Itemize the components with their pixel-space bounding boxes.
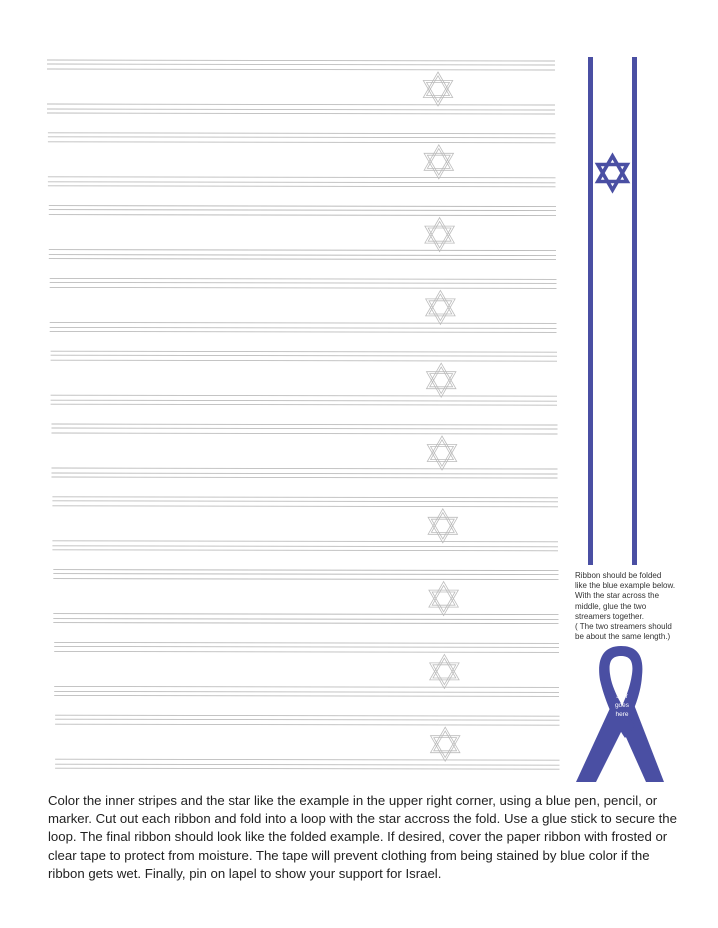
ribbon-bottom-border: [52, 477, 558, 478]
ribbon-top-border: [51, 355, 557, 356]
ribbon-bottom-border: [47, 113, 555, 114]
ribbon-top-border: [55, 719, 559, 720]
ribbon-strip: [48, 133, 556, 187]
ribbon-bottom-border: [49, 259, 556, 260]
note-line: streamers together.: [575, 611, 644, 621]
ribbon-bottom-border: [50, 327, 557, 328]
ribbon-bottom-border: [53, 614, 558, 615]
star-of-david-outline-icon: [427, 436, 456, 470]
ribbon-bottom-border: [51, 395, 557, 396]
ribbon-top-border: [51, 360, 557, 361]
ribbon-top-border: [52, 424, 558, 425]
ribbon-top-border: [48, 133, 556, 134]
ribbon-top-border: [53, 570, 558, 571]
ribbon-top-border: [48, 142, 556, 143]
ribbon-top-border: [52, 506, 558, 507]
star-of-david-outline-icon: [426, 290, 455, 324]
ribbon-top-border: [52, 433, 558, 434]
ribbon-top-border: [50, 278, 557, 279]
ribbon-bottom-border: [48, 182, 556, 183]
ribbon-top-border: [54, 642, 559, 643]
ribbon-top-border: [53, 574, 558, 575]
ribbon-bottom-border: [52, 468, 558, 469]
ribbon-bottom-border: [55, 759, 559, 760]
ribbon-strip: [53, 570, 558, 624]
star-label-line: here: [615, 711, 629, 718]
star-label-line: goes: [614, 702, 630, 709]
ribbon-top-border: [55, 724, 559, 725]
star-of-david-outline-icon: [424, 145, 453, 179]
fold-instructions-note: [575, 571, 715, 642]
ribbon-bottom-border: [51, 404, 557, 405]
note-line: Ribbon should be folded: [575, 571, 662, 580]
ribbon-top-border: [52, 497, 558, 498]
ribbon-bottom-border: [52, 546, 558, 547]
ribbon-top-border: [48, 137, 556, 138]
ribbon-bottom-border: [48, 186, 556, 187]
ribbon-top-border: [49, 206, 556, 207]
ribbon-bottom-border: [49, 250, 556, 251]
star-of-david-outline-icon: [423, 72, 452, 106]
ribbon-bottom-border: [50, 331, 557, 332]
ribbon-strip: [47, 60, 555, 114]
ribbon-strip: [50, 278, 557, 332]
ribbon-strip: [55, 715, 559, 769]
note-line: be about the same length.): [575, 632, 671, 642]
ribbon-top-border: [52, 428, 558, 429]
ribbon-top-border: [49, 215, 556, 216]
ribbon-bottom-border: [54, 695, 559, 696]
ribbon-bottom-border: [54, 686, 559, 687]
ribbon-bottom-border: [52, 473, 558, 474]
ribbon-top-border: [54, 651, 559, 652]
ribbon-bottom-border: [52, 550, 558, 551]
example-stripe-left: [588, 57, 593, 565]
example-colored-ribbon: [583, 57, 643, 565]
ribbon-top-border: [54, 646, 559, 647]
note-line: like the blue example below.: [575, 581, 676, 591]
ribbon-top-border: [52, 501, 558, 502]
ribbon-bottom-border: [47, 104, 555, 105]
ribbon-bottom-border: [52, 541, 558, 542]
ribbon-top-border: [47, 64, 555, 65]
note-line: ( The two streamers should: [575, 622, 672, 632]
ribbon-strip: [49, 206, 556, 260]
ribbon-strip: [54, 642, 559, 696]
ribbon-bottom-border: [49, 255, 556, 256]
ribbon-bottom-border: [53, 619, 558, 620]
ribbon-top-border: [47, 60, 555, 61]
ribbon-top-border: [50, 287, 557, 288]
note-line: With the star across the: [575, 591, 660, 601]
example-stripe-right: [632, 57, 637, 565]
ribbon-bottom-border: [47, 109, 555, 110]
ribbon-top-border: [47, 69, 555, 70]
ribbon-strip: [52, 424, 558, 478]
ribbon-top-border: [53, 579, 558, 580]
ribbon-bottom-border: [50, 322, 557, 323]
ribbon-bottom-border: [54, 691, 559, 692]
instructions-paragraph: Color the inner stripes and the star like the example in the upper right corner, using a blue pen, pencil, or marker. Cut out each ribbon and fold into a loop with the star accross the fold. Use a glue stick to secure the loop. The final ribbon should look like the folded example. If desired, cover the paper ribbon with frosted or clear tape to protect from moisture. The tape will prevent clothing from being stained by blue color if the ribbon gets wet. Finally, pin on lapel to show your support for Israel.: [48, 793, 677, 881]
star-of-david-outline-icon: [425, 218, 454, 252]
star-placement-label: [604, 692, 640, 719]
ribbon-top-border: [49, 210, 556, 211]
note-line: middle, glue the two: [575, 601, 647, 611]
ribbon-strip: [51, 351, 557, 405]
star-of-david-outline-icon: [430, 654, 459, 688]
ribbon-bottom-border: [48, 177, 556, 178]
example-star-icon: [598, 156, 627, 190]
ribbon-bottom-border: [55, 768, 559, 769]
star-of-david-outline-icon: [426, 363, 455, 397]
ribbon-top-border: [51, 351, 557, 352]
star-label-line: Star: [616, 693, 628, 700]
ribbon-top-border: [55, 715, 559, 716]
ribbon-top-border: [50, 282, 557, 283]
star-of-david-outline-icon: [429, 582, 458, 616]
star-of-david-outline-icon: [430, 727, 459, 761]
ribbon-strip: [52, 497, 558, 551]
ribbon-bottom-border: [51, 400, 557, 401]
ribbon-bottom-border: [55, 764, 559, 765]
ribbon-bottom-border: [53, 623, 558, 624]
star-of-david-outline-icon: [428, 509, 457, 543]
